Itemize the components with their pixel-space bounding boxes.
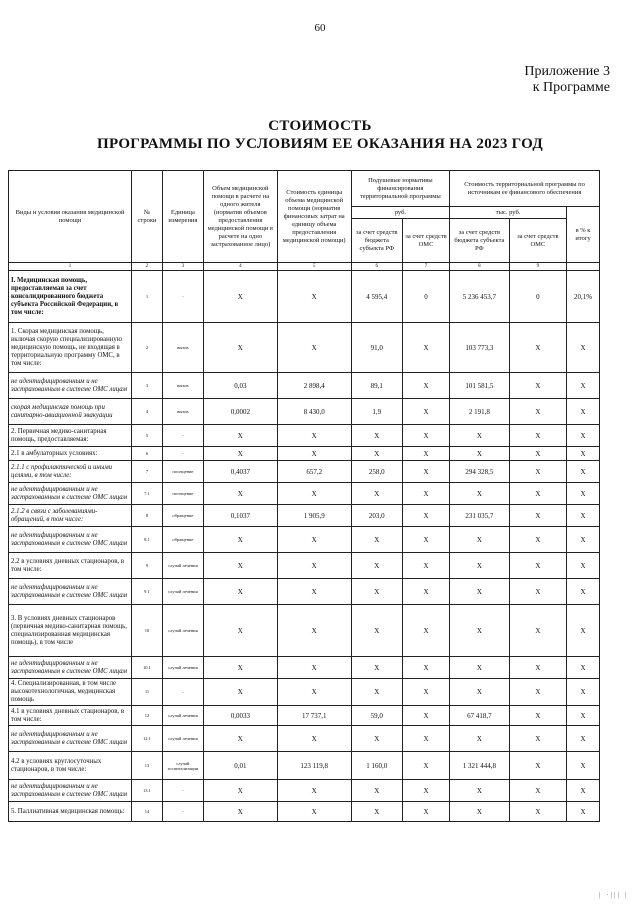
header-norm-group: Подушевые нормативы финансирования территориальной программы [351, 171, 450, 207]
column-number: 3 [162, 263, 203, 271]
row-volume: X [203, 425, 277, 447]
header-cost-group: Стоимость территориальной программы по источникам ее финансового обеспечения [450, 171, 600, 207]
cost-table [8, 170, 600, 822]
row-volume: 0,4037 [203, 461, 277, 483]
row-norm-oms: X [402, 752, 449, 780]
row-name: не идентифицированным и не застрахованным в системе ОМС лицам [9, 657, 132, 679]
row-unit: вызов [162, 373, 203, 399]
row-unit: вызов [162, 399, 203, 425]
document-subtitle: ПРОГРАММЫ ПО УСЛОВИЯМ ЕЕ ОКАЗАНИЯ НА 2023 ГОД [97, 136, 543, 152]
row-cost-oms: X [509, 679, 566, 706]
appendix-line2: к Программе [532, 80, 610, 95]
row-cost-budget: X [450, 679, 510, 706]
row-unit-cost: 17 737,1 [277, 706, 351, 726]
table-row [9, 483, 600, 505]
row-cost-budget: 231 035,7 [450, 505, 510, 527]
row-volume: 0,03 [203, 373, 277, 399]
header-unit-cost: Стоимость единицы объема медицинской помощи (норматив финансовых затрат на единицу объема предоставления медицинской помощи) [277, 171, 351, 263]
row-norm-budget: X [351, 802, 402, 822]
row-unit: вызов [162, 323, 203, 373]
row-cost-budget: X [450, 447, 510, 461]
row-pct: X [567, 399, 600, 425]
row-name: не идентифицированным и не застрахованным в системе ОМС лицам [9, 483, 132, 505]
row-norm-budget: X [351, 605, 402, 657]
row-volume: X [203, 726, 277, 752]
row-norm-oms: X [402, 527, 449, 553]
row-cost-oms: X [509, 399, 566, 425]
row-norm-budget: X [351, 553, 402, 579]
header-rub: руб. [351, 207, 450, 219]
row-volume: 0,0002 [203, 399, 277, 425]
row-name: не идентифицированным и не застрахованным в системе ОМС лицам [9, 373, 132, 399]
row-unit-cost: 657,2 [277, 461, 351, 483]
header-budget: за счет средств бюджета субъекта РФ [351, 219, 402, 263]
column-number: 2 [132, 263, 163, 271]
header-oms-cost: за счет средств ОМС [509, 219, 566, 263]
row-unit-cost: X [277, 679, 351, 706]
page-number: 60 [314, 22, 326, 34]
row-cost-oms: 0 [509, 271, 566, 323]
row-norm-oms: X [402, 605, 449, 657]
row-norm-oms: X [402, 553, 449, 579]
column-number: 7 [402, 263, 449, 271]
table-row [9, 802, 600, 822]
row-name: 4.2 в условиях круглосуточных стационаров, в том числе: [9, 752, 132, 780]
row-norm-oms: X [402, 706, 449, 726]
table-row [9, 505, 600, 527]
header-volume: Объем медицинской помощи в расчете на одного жителя (норматив объемов предоставления медицинской помощи в расчете на одно застрахованное лицо) [203, 171, 277, 263]
row-pct: X [567, 726, 600, 752]
row-name: 3. В условиях дневных стационаров (первичная медико-санитарная помощь, специализированная медицинская помощь), в том числе [9, 605, 132, 657]
row-pct: 20,1% [567, 271, 600, 323]
row-unit-cost: X [277, 553, 351, 579]
header-thous-rub: тыс. руб. [450, 207, 567, 219]
row-cost-oms: X [509, 373, 566, 399]
row-number: 9.1 [132, 579, 163, 605]
row-cost-budget: X [450, 605, 510, 657]
row-norm-oms: X [402, 657, 449, 679]
row-unit: случай лечения [162, 605, 203, 657]
row-volume: X [203, 802, 277, 822]
row-pct: X [567, 657, 600, 679]
row-pct: X [567, 373, 600, 399]
header-budget-cost: за счет средств бюджета субъекта РФ [450, 219, 510, 263]
table-row [9, 527, 600, 553]
row-name: 4.1 в условиях дневных стационаров, в том числе: [9, 706, 132, 726]
table-row [9, 579, 600, 605]
row-pct: X [567, 752, 600, 780]
row-norm-budget: X [351, 780, 402, 802]
row-cost-oms: X [509, 425, 566, 447]
row-volume: 0,01 [203, 752, 277, 780]
row-norm-oms: X [402, 780, 449, 802]
row-cost-budget: X [450, 726, 510, 752]
header-oms: за счет средств ОМС [402, 219, 449, 263]
row-number: 7.1 [132, 483, 163, 505]
row-cost-oms: X [509, 802, 566, 822]
row-name: 5. Паллиативная медицинская помощь: [9, 802, 132, 822]
row-pct: X [567, 323, 600, 373]
table-row [9, 271, 600, 323]
column-number [567, 263, 600, 271]
row-unit: - [162, 425, 203, 447]
row-norm-oms: X [402, 323, 449, 373]
row-number: 13 [132, 752, 163, 780]
row-norm-oms: X [402, 579, 449, 605]
row-unit-cost: 1 905,9 [277, 505, 351, 527]
row-unit-cost: 2 898,4 [277, 373, 351, 399]
row-pct: X [567, 802, 600, 822]
row-norm-oms: X [402, 425, 449, 447]
row-cost-oms: X [509, 657, 566, 679]
table-body [9, 271, 600, 822]
row-pct: X [567, 461, 600, 483]
row-cost-budget: 1 321 444,8 [450, 752, 510, 780]
row-volume: X [203, 579, 277, 605]
row-cost-budget: X [450, 802, 510, 822]
row-norm-budget: 4 595,4 [351, 271, 402, 323]
row-pct: X [567, 527, 600, 553]
row-pct: X [567, 780, 600, 802]
row-unit: случай лечения [162, 579, 203, 605]
row-unit: случай лечения [162, 726, 203, 752]
row-number: 7 [132, 461, 163, 483]
row-norm-oms: X [402, 802, 449, 822]
row-volume: X [203, 553, 277, 579]
row-unit: - [162, 679, 203, 706]
row-name: не идентифицированным и не застрахованным в системе ОМС лицам [9, 579, 132, 605]
row-name: 1. Скорая медицинская помощь, включая скорую специализированную медицинскую помощь, не входящая в территориальную программу ОМС, в том числе: [9, 323, 132, 373]
row-unit: - [162, 802, 203, 822]
row-unit: случай лечения [162, 706, 203, 726]
row-unit: обращение [162, 527, 203, 553]
row-number: 9 [132, 553, 163, 579]
table-row [9, 780, 600, 802]
row-volume: X [203, 271, 277, 323]
scan-marks: | ·||| | [599, 891, 628, 899]
column-number: 5 [277, 263, 351, 271]
row-cost-budget: 103 773,3 [450, 323, 510, 373]
row-volume: X [203, 323, 277, 373]
row-number: 12 [132, 706, 163, 726]
row-cost-oms: X [509, 505, 566, 527]
row-norm-oms: X [402, 679, 449, 706]
row-cost-budget: 67 418,7 [450, 706, 510, 726]
row-unit-cost: X [277, 271, 351, 323]
row-unit-cost: X [277, 579, 351, 605]
row-volume: X [203, 447, 277, 461]
row-name: не идентифицированным и не застрахованным в системе ОМС лицам [9, 780, 132, 802]
row-volume: 0,1037 [203, 505, 277, 527]
header-unit: Единица измерения [162, 171, 203, 263]
row-unit-cost: 123 119,8 [277, 752, 351, 780]
row-number: 10 [132, 605, 163, 657]
row-cost-oms: X [509, 726, 566, 752]
row-pct: X [567, 505, 600, 527]
row-cost-oms: X [509, 527, 566, 553]
row-unit: - [162, 780, 203, 802]
row-cost-budget: X [450, 425, 510, 447]
row-pct: X [567, 579, 600, 605]
row-norm-oms: X [402, 505, 449, 527]
row-cost-oms: X [509, 483, 566, 505]
row-unit-cost: X [277, 802, 351, 822]
row-norm-budget: X [351, 679, 402, 706]
row-cost-oms: X [509, 447, 566, 461]
document-title: СТОИМОСТЬ [268, 118, 372, 134]
row-number: 6 [132, 447, 163, 461]
row-unit-cost: X [277, 425, 351, 447]
row-name: 4. Специализированная, в том числе высокотехнологичная, медицинская помощь [9, 679, 132, 706]
row-unit-cost: X [277, 483, 351, 505]
row-cost-oms: X [509, 706, 566, 726]
row-number: 11 [132, 679, 163, 706]
row-number: 12.1 [132, 726, 163, 752]
row-unit-cost: X [277, 726, 351, 752]
row-cost-oms: X [509, 780, 566, 802]
row-name: I. Медицинская помощь, предоставляемая за счет консолидированного бюджета субъекта Российской Федерации, в том числе: [9, 271, 132, 323]
header-pct: в % к итогу [567, 207, 600, 263]
row-unit: случай госпитализации [162, 752, 203, 780]
row-unit-cost: X [277, 323, 351, 373]
row-norm-budget: X [351, 425, 402, 447]
row-volume: X [203, 780, 277, 802]
row-volume: 0,0033 [203, 706, 277, 726]
row-norm-budget: 203,0 [351, 505, 402, 527]
row-unit-cost: X [277, 527, 351, 553]
row-norm-budget: X [351, 657, 402, 679]
row-cost-budget: X [450, 553, 510, 579]
row-pct: X [567, 553, 600, 579]
row-norm-oms: X [402, 399, 449, 425]
row-number: 3 [132, 373, 163, 399]
table-row [9, 679, 600, 706]
row-norm-budget: 1 160,0 [351, 752, 402, 780]
column-number: 6 [351, 263, 402, 271]
table-row [9, 752, 600, 780]
table-row [9, 726, 600, 752]
row-unit-cost: 8 430,0 [277, 399, 351, 425]
row-norm-budget: X [351, 579, 402, 605]
row-name: 2.2 в условиях дневных стационаров, в том числе: [9, 553, 132, 579]
row-norm-budget: 258,0 [351, 461, 402, 483]
row-cost-budget: 2 191,8 [450, 399, 510, 425]
table-row [9, 373, 600, 399]
row-norm-budget: 91,0 [351, 323, 402, 373]
appendix-label [524, 64, 610, 96]
row-name: 2. Первичная медико-санитарная помощь, предоставляемая: [9, 425, 132, 447]
row-unit: - [162, 271, 203, 323]
row-norm-budget: 89,1 [351, 373, 402, 399]
row-volume: X [203, 679, 277, 706]
row-pct: X [567, 447, 600, 461]
row-number: 4 [132, 399, 163, 425]
row-volume: X [203, 657, 277, 679]
table-row [9, 447, 600, 461]
column-number: 8 [450, 263, 510, 271]
table-row [9, 706, 600, 726]
row-unit: случай лечения [162, 657, 203, 679]
row-number: 1 [132, 271, 163, 323]
row-norm-budget: X [351, 726, 402, 752]
row-cost-oms: X [509, 579, 566, 605]
header-row-no: № строки [132, 171, 163, 263]
row-name: 2.1.2 в связи с заболеваниями-обращений, в том числе: [9, 505, 132, 527]
row-number: 5 [132, 425, 163, 447]
row-norm-oms: X [402, 447, 449, 461]
row-volume: X [203, 483, 277, 505]
row-number: 8 [132, 505, 163, 527]
row-number: 10.1 [132, 657, 163, 679]
table-row [9, 425, 600, 447]
row-norm-budget: X [351, 483, 402, 505]
row-cost-budget: 5 236 453,7 [450, 271, 510, 323]
table-row [9, 657, 600, 679]
row-pct: X [567, 425, 600, 447]
row-unit-cost: X [277, 780, 351, 802]
row-cost-oms: X [509, 605, 566, 657]
row-cost-budget: 101 581,5 [450, 373, 510, 399]
row-volume: X [203, 527, 277, 553]
row-norm-oms: 0 [402, 271, 449, 323]
row-unit: посещение [162, 483, 203, 505]
column-numbers-row [9, 263, 600, 271]
row-name: 2.1.1 с профилактической и иными целями, в том числе: [9, 461, 132, 483]
column-number: 9 [509, 263, 566, 271]
row-unit-cost: X [277, 605, 351, 657]
table-row [9, 605, 600, 657]
table-row [9, 461, 600, 483]
row-norm-oms: X [402, 483, 449, 505]
row-pct: X [567, 679, 600, 706]
row-cost-budget: X [450, 483, 510, 505]
row-pct: X [567, 483, 600, 505]
table-row [9, 323, 600, 373]
row-unit: посещение [162, 461, 203, 483]
row-norm-oms: X [402, 461, 449, 483]
row-norm-budget: X [351, 527, 402, 553]
row-name: скорая медицинская помощь при санитарно-авиационной эвакуации [9, 399, 132, 425]
row-number: 14 [132, 802, 163, 822]
row-unit: - [162, 447, 203, 461]
row-cost-budget: X [450, 657, 510, 679]
row-cost-budget: 294 328,5 [450, 461, 510, 483]
row-unit-cost: X [277, 657, 351, 679]
row-unit: обращение [162, 505, 203, 527]
row-name: 2.1 в амбулаторных условиях: [9, 447, 132, 461]
table-row [9, 553, 600, 579]
column-number: 4 [203, 263, 277, 271]
table-row [9, 399, 600, 425]
row-cost-budget: X [450, 579, 510, 605]
row-number: 2 [132, 323, 163, 373]
column-number: 1 [9, 263, 132, 271]
row-unit: случай лечения [162, 553, 203, 579]
row-cost-oms: X [509, 752, 566, 780]
row-norm-budget: 59,0 [351, 706, 402, 726]
row-number: 13.1 [132, 780, 163, 802]
row-norm-budget: 1,9 [351, 399, 402, 425]
row-norm-oms: X [402, 726, 449, 752]
row-cost-budget: X [450, 527, 510, 553]
row-cost-oms: X [509, 553, 566, 579]
row-name: не идентифицированным и не застрахованным в системе ОМС лицам [9, 726, 132, 752]
row-cost-oms: X [509, 461, 566, 483]
row-cost-oms: X [509, 323, 566, 373]
row-unit-cost: X [277, 447, 351, 461]
row-norm-budget: X [351, 447, 402, 461]
row-pct: X [567, 706, 600, 726]
header-kind: Виды и условия оказания медицинской помощи [9, 171, 132, 263]
row-volume: X [203, 605, 277, 657]
row-number: 8.1 [132, 527, 163, 553]
appendix-line1: Приложение 3 [524, 64, 610, 79]
row-pct: X [567, 605, 600, 657]
row-norm-oms: X [402, 373, 449, 399]
row-cost-budget: X [450, 780, 510, 802]
row-name: не идентифицированным и не застрахованным в системе ОМС лицам [9, 527, 132, 553]
